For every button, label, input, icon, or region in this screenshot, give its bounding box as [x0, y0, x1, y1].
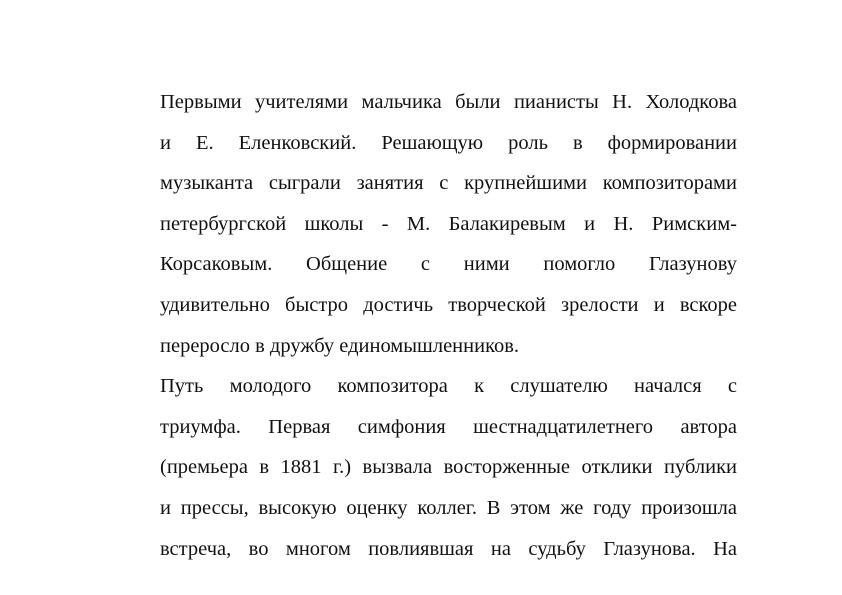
text-line: удивительно быстро достичь творческой зрелости и вскоре	[160, 293, 737, 316]
text-line: Первыми учителями мальчика были пианисты Н. Холодкова	[160, 91, 737, 113]
text-line: Корсаковым. Общение с ними помогло Глазунову	[160, 253, 737, 276]
text-line: Путь молодого композитора к слушателю начался с	[160, 375, 737, 398]
text-line: триумфа. Первая симфония шестнадцатилетнего автора	[160, 415, 737, 438]
text-line: (премьера в 1881 г.) вызвала восторженные отклики публики	[160, 456, 737, 479]
text-line: музыканта сыграли занятия с крупнейшими композиторами	[160, 172, 737, 195]
paragraph-1	[160, 82, 737, 366]
text-line: встреча, во многом повлиявшая на судьбу Глазунова. На	[160, 537, 737, 560]
text-line: переросло в дружбу единомышленников.	[160, 334, 520, 357]
body-text	[160, 82, 737, 569]
text-line: и прессы, высокую оценку коллег. В этом же году произошла	[160, 496, 737, 519]
paragraph-2	[160, 366, 737, 569]
text-line: петербургской школы - М. Балакиревым и Н. Римским-	[160, 212, 737, 235]
text-line: и Е. Еленковский. Решающую роль в формировании	[160, 131, 737, 154]
